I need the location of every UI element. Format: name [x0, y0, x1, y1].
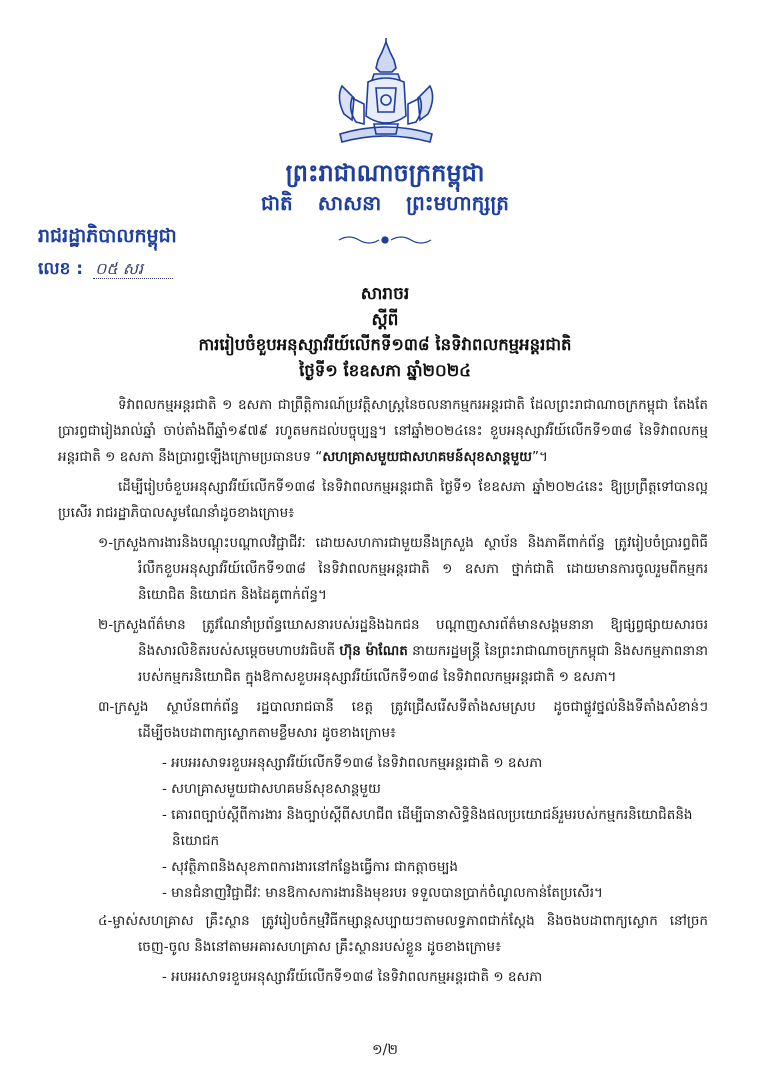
document-body — [58, 392, 708, 992]
prime-minister-name: ហ៊ុន ម៉ាណែត — [339, 643, 408, 659]
instruction-item-3: ៣-ក្រសួង ស្ថាប័នពាក់ព័ន្ធ រដ្ឋបាលរាជធានី ខេត្ត ត្រូវជ្រើសរើសទីតាំងសមស្រប ដូចជាផ្លូវថ្នល់និងទីតាំងសំខាន់ៗ ដើម្បីចងបដាពាក្យស្លោកតាមខ្លឹមសារ ដូចខាងក្រោម៖ — [98, 699, 708, 741]
document-subject: ការរៀបចំខួបអនុស្សាវរីយ៍លើកទី១៣៨ នៃទិវាពលកម្មអន្តរជាតិ — [198, 335, 572, 354]
kingdom-title: ព្រះរាជាណាចក្រកម្ពុជា — [285, 159, 485, 187]
reference-number — [38, 258, 173, 283]
list-item: - សុវត្ថិភាពនិងសុខភាពការងារនៅកន្លែងធ្វើការ ជាកត្តាចម្បង — [162, 859, 458, 875]
intro-paragraph: ទិវាពលកម្មអន្តរជាតិ ១ ឧសភា ជាព្រឹត្តិការណ៍ប្រវត្តិសាស្ត្រនៃចលនាកម្មករអន្តរជាតិ ដែលព្រះរាជាណាចក្រកម្ពុជា តែងតែប្រារព្ធជារៀងរាល់ឆ្នាំ ចាប់តាំងពីឆ្នាំ១៩៧៩ រហូតមកដល់បច្ចុប្បន្ន។ នៅឆ្នាំ២០២៤នេះ ខួបអនុស្សាវរីយ៍លើកទី១៣៨ នៃទិវាពលកម្មអន្តរជាតិ ១ ឧសភា នឹងប្រារព្ធឡើងក្រោមប្រធានបទ “សហគ្រាសមួយជាសហគមន៍សុខសាន្តមួយ”។ — [58, 397, 708, 465]
national-motto: ជាតិ សាសនា ព្រះមហាក្សត្រ — [261, 191, 509, 215]
slogan-list-3 — [58, 750, 708, 906]
instruction-paragraph: ដើម្បីរៀបចំខួបអនុស្សាវរីយ៍លើកទី១៣៨ នៃទិវាពលកម្មអន្តរជាតិ ថ្ងៃទី១ ខែឧសភា ឆ្នាំ២០២៤នេះ ឱ្យប្រព្រឹត្តទៅបានល្អប្រសើរ រាជរដ្ឋាភិបាលសូមណែនាំដូចខាងក្រោម៖ — [58, 479, 708, 521]
theme-text: សហគ្រាសមួយជាសហគមន៍សុខសាន្តមួយ — [322, 449, 532, 465]
ornament-divider-icon — [335, 233, 435, 247]
list-item: - សហគ្រាសមួយជាសហគមន៍សុខសាន្តមួយ — [162, 781, 381, 797]
document-about: ស្តីពី — [371, 310, 399, 330]
list-item: - អបអរសាទរខួបអនុស្សាវរីយ៍លើកទី១៣៨ នៃទិវាពលកម្មអន្តរជាតិ ១ ឧសភា — [162, 755, 543, 771]
sending-office: រាជរដ្ឋាភិបាលកម្ពុជា — [38, 225, 177, 247]
list-item: - គោរពច្បាប់ស្តីពីការងារ និងច្បាប់ស្តីពីសហជីព ដើម្បីធានាសិទ្ធិនិងផលប្រយោជន៍រួមរបស់កម្មករនិយោជិតនិងនិយោជក — [162, 807, 693, 849]
reference-label: លេខ : — [38, 259, 84, 279]
instruction-item-1: ១-ក្រសួងការងារនិងបណ្តុះបណ្តាលវិជ្ជាជីវៈ ដោយសហការជាមួយនឹងក្រសួង ស្ថាប័ន និងភាគីពាក់ព័ន្ធ ត្រូវរៀបចំប្រារព្ធពិធីរំលឹកខួបអនុស្សាវរីយ៍លើកទី១៣៨ នៃទិវាពលកម្មអន្តរជាតិ ១ ឧសភា ថ្នាក់ជាតិ ដោយមានការចូលរួមពីកម្មករនិយោជិត និយោជក និងដៃគូពាក់ព័ន្ធ។ — [98, 535, 708, 603]
list-item: - មានជំនាញវិជ្ជាជីវៈ មានឱកាសការងារនិងមុខរបរ ទទួលបានប្រាក់ចំណូលកាន់តែប្រសើរ។ — [162, 885, 603, 901]
document-type: សារាចរ — [360, 284, 410, 304]
slogan-list-4 — [58, 964, 708, 990]
reference-value: ០៥ សរ — [93, 259, 173, 279]
page-number: ១/២ — [372, 1042, 398, 1058]
list-item: - អបអរសាទរខួបអនុស្សាវរីយ៍លើកទី១៣៨ នៃទិវាពលកម្មអន្តរជាតិ ១ ឧសភា — [162, 969, 543, 985]
instruction-item-2: ២-ក្រសួងព័ត៌មាន ត្រូវណែនាំប្រព័ន្ធឃោសនារបស់រដ្ឋនិងឯកជន បណ្តាញសារព័ត៌មានសង្គមនានា ឱ្យផ្សព្វផ្សាយសារចរ និងសារលិខិតរបស់សម្តេចមហាបវរធិបតី ហ៊ុន ម៉ាណែត នាយករដ្ឋមន្ត្រី នៃព្រះរាជាណាចក្រកម្ពុជា និងសកម្មភាពនានារបស់កម្មករនិយោជិត ក្នុងឱកាសខួបអនុស្សាវរីយ៍លើកទី១៣៨ នៃទិវាពលកម្មអន្តរជាតិ ១ ឧសភា។ — [98, 617, 708, 685]
royal-emblem-icon — [330, 38, 442, 150]
instruction-item-4: ៤-ម្ចាស់សហគ្រាស គ្រឹះស្ថាន ត្រូវរៀបចំកម្មវិធីកម្សាន្តសប្បាយៗតាមលទ្ធភាពជាក់ស្តែង និងចងបដាពាក្យស្លោក នៅច្រកចេញ-ចូល និងនៅតាមអគារសហគ្រាស គ្រឹះស្ថានរបស់ខ្លួន ដូចខាងក្រោម៖ — [98, 913, 708, 955]
document-date: ថ្ងៃទី១ ខែឧសភា ឆ្នាំ២០២៤ — [299, 361, 471, 380]
